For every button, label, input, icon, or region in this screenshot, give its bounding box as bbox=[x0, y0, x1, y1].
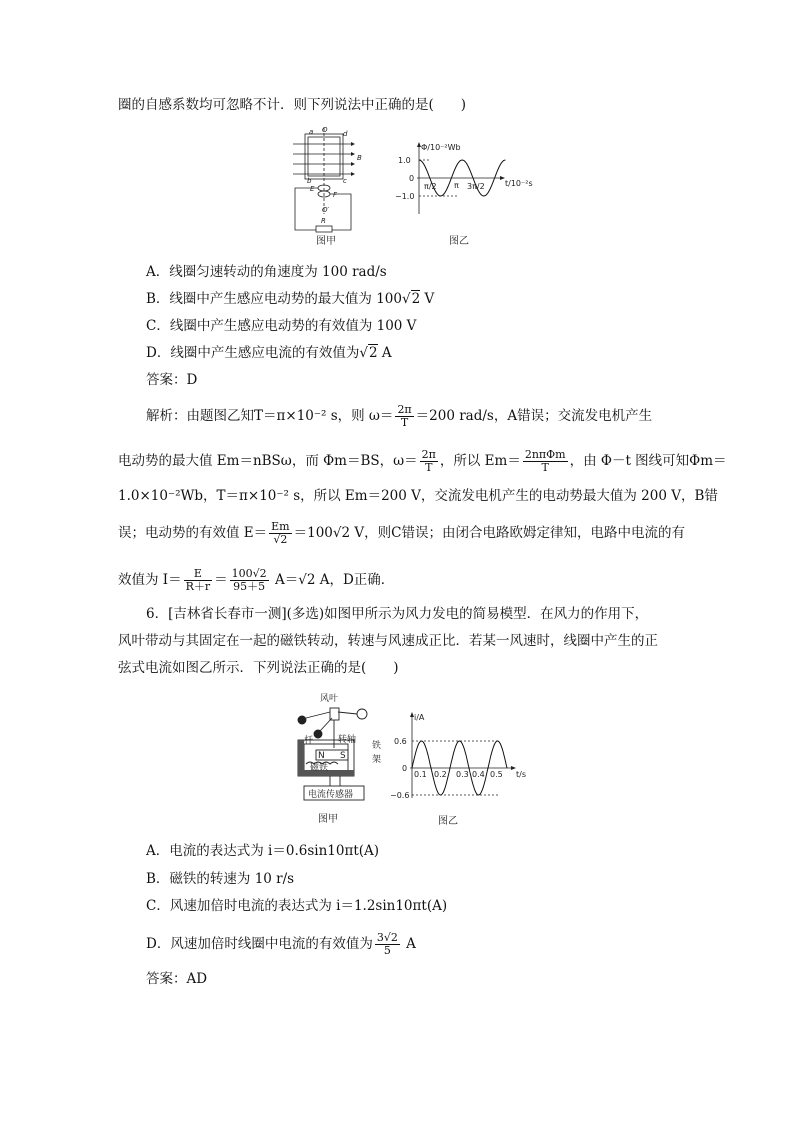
q5-analysis-line2 bbox=[118, 449, 727, 474]
q6-option-d bbox=[146, 932, 416, 957]
q5-answer: 答案：D bbox=[146, 372, 198, 388]
q6-figure-yi bbox=[390, 710, 540, 828]
frac-3sqrt2-over-5: $\frac{3√2}{5}$ bbox=[376, 931, 398, 957]
q5-figure-jia bbox=[285, 126, 375, 246]
q5-option-d: D．线圈中产生感应电流的有效值为√2 A bbox=[146, 345, 392, 361]
q5-analysis-line5 bbox=[118, 568, 394, 593]
q5-xtick-pi: π bbox=[454, 181, 459, 190]
q6-xtick-03: 0.3 bbox=[456, 770, 469, 779]
frac-emax: $\frac{\text{2nπΦm}}{T}$ bbox=[524, 448, 566, 474]
q6-xtick-04: 0.4 bbox=[472, 770, 485, 779]
q5-fig-jia-caption: 图甲 bbox=[316, 236, 336, 246]
q6-option-d-text: D．风速加倍时线圈中电流的有效值为 bbox=[146, 936, 373, 952]
analysis-l5-a: 效值为 I＝ bbox=[118, 572, 182, 588]
q5-analysis-line1 bbox=[146, 404, 652, 429]
q5-stem-tail: 圈的自感系数均可忽略不计．则下列说法中正确的是( ) bbox=[118, 97, 467, 113]
q5-option-d-text: D．线圈中产生感应电流的有效值为 bbox=[146, 345, 360, 361]
q5-fig-yi-caption: 图乙 bbox=[449, 236, 469, 246]
q6-y-axis-label: i/A bbox=[414, 713, 425, 722]
label-B: B bbox=[357, 154, 362, 162]
q6-xtick-01: 0.1 bbox=[414, 770, 427, 779]
q5-ytick-m1: −1.0 bbox=[395, 192, 415, 201]
q5-option-d-unit: A bbox=[377, 345, 392, 361]
q6-ytick-m06: −0.6 bbox=[390, 791, 410, 800]
q5-analysis-line3: 1.0×10⁻²Wb，T＝π×10⁻² s，所以 Em＝200 V，交流发电机产生的电动势最大值为 200 V，B错 bbox=[118, 488, 718, 504]
q6-option-a: A．电流的表达式为 i＝0.6sin10πt(A) bbox=[146, 843, 380, 859]
label-gan: 杆 bbox=[304, 736, 314, 746]
q5-analysis-line4 bbox=[118, 521, 685, 546]
frac-current: $\frac{100√2}{95+5}$ bbox=[231, 567, 267, 593]
q5-option-b-rad: 2 bbox=[411, 291, 421, 307]
q5-figure-yi bbox=[395, 138, 565, 246]
label-O2: O′ bbox=[322, 206, 330, 214]
q6-stem-line1: 6．[吉林省长春市一测](多选)如图甲所示为风力发电的简易模型．在风力的作用下， bbox=[146, 606, 649, 622]
q5-xtick-3halfpi: 3π/2 bbox=[467, 182, 485, 191]
q6-figure-jia bbox=[290, 690, 390, 826]
q6-option-d-unit: A bbox=[401, 936, 416, 952]
label-O: O bbox=[322, 126, 328, 134]
q6-fig-jia-caption: 图甲 bbox=[318, 814, 338, 825]
analysis-l5-c: A＝√2 A，D正确． bbox=[270, 572, 395, 588]
q6-ytick-0: 0 bbox=[402, 764, 408, 773]
q6-option-b: B．磁铁的转速为 10 r/s bbox=[146, 871, 295, 887]
q5-option-d-rad: 2 bbox=[368, 345, 378, 361]
q5-y-axis-label: Φ/10⁻²Wb bbox=[421, 143, 461, 152]
q5-option-b-text: B．线圈中产生感应电动势的最大值为 100 bbox=[146, 291, 402, 307]
q6-xtick-02: 0.2 bbox=[434, 770, 447, 779]
q6-answer: 答案：AD bbox=[146, 971, 208, 987]
label-a: a bbox=[309, 128, 314, 136]
frac-2pi-over-t-2: $\frac{2\pi}{T}$ bbox=[421, 448, 436, 474]
analysis-l4-a: 误；电动势的有效值 E＝ bbox=[118, 525, 268, 541]
q5-option-b-unit: V bbox=[420, 291, 435, 307]
q5-ytick-1: 1.0 bbox=[398, 156, 411, 165]
q5-option-c: C．线圈中产生感应电动势的有效值为 100 V bbox=[146, 318, 417, 334]
frac-em-over-sqrt2: $\frac{Em}{√2}$ bbox=[271, 520, 290, 546]
label-E: E bbox=[310, 185, 315, 193]
analysis-l4-b: ＝100√2 V，则C错误；由闭合电路欧姆定律知，电路中电流的有 bbox=[293, 525, 685, 541]
label-F: F bbox=[333, 191, 338, 199]
label-N: N bbox=[318, 751, 325, 761]
q5-x-axis-label: t/10⁻²s bbox=[505, 179, 533, 188]
analysis-l1-a: 解析：由题图乙知T＝π×10⁻² s，则 ω＝ bbox=[146, 408, 394, 424]
analysis-l1-b: ＝200 rad/s，A错误；交流发电机产生 bbox=[415, 408, 653, 424]
q6-ytick-06: 0.6 bbox=[394, 737, 407, 746]
q6-stem-line3: 弦式电流如图乙所示．下列说法正确的是( ) bbox=[118, 660, 399, 676]
analysis-l2-b: ，所以 Em＝ bbox=[439, 453, 521, 469]
q5-option-b: B．线圈中产生感应电动势的最大值为 100√2 V bbox=[146, 291, 435, 307]
frac-2pi-over-t: $\frac{2\pi}{T}$ bbox=[397, 403, 412, 429]
label-sensor: 电流传感器 bbox=[308, 790, 354, 800]
q6-x-axis-label: t/s bbox=[516, 770, 526, 779]
q6-stem-line2: 风叶带动与其固定在一起的磁铁转动，转速与风速成正比．若某一风速时，线圈中产生的正 bbox=[118, 633, 658, 649]
analysis-l2-c: ，由 Φ－t 图线可知Φm＝ bbox=[569, 453, 727, 469]
label-R: R bbox=[321, 217, 326, 225]
label-b: b bbox=[307, 177, 312, 185]
label-jia: 架 bbox=[372, 755, 382, 765]
analysis-l5-b: ＝ bbox=[214, 572, 228, 588]
frac-e-over-rr: $\frac{E}{R+r}$ bbox=[185, 567, 211, 593]
label-S: S bbox=[340, 751, 346, 761]
label-tie: 铁 bbox=[372, 741, 382, 751]
q5-xtick-halfpi: π/2 bbox=[424, 182, 437, 191]
label-citie: 磁铁 bbox=[310, 763, 329, 773]
label-c: c bbox=[343, 177, 347, 185]
analysis-l2-a: 电动势的最大值 Em＝nBSω，而 Φm＝BS，ω＝ bbox=[118, 453, 418, 469]
q6-xtick-05: 0.5 bbox=[490, 770, 503, 779]
q6-option-c: C．风速加倍时电流的表达式为 i＝1.2sin10πt(A) bbox=[146, 898, 448, 914]
label-d: d bbox=[343, 130, 348, 138]
q5-ytick-0: 0 bbox=[409, 174, 415, 183]
q6-fig-yi-caption: 图乙 bbox=[438, 816, 458, 827]
label-fengye: 风叶 bbox=[320, 694, 339, 704]
q5-option-a: A．线圈匀速转动的角速度为 100 rad/s bbox=[146, 264, 387, 280]
label-zhuanzhou: 转轴 bbox=[338, 735, 357, 745]
